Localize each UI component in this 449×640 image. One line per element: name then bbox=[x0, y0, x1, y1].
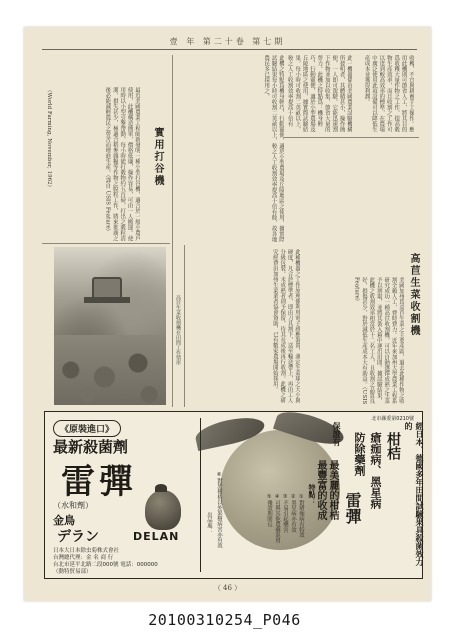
lettuce-field-image bbox=[54, 335, 166, 405]
ad-company-info bbox=[53, 548, 193, 576]
archive-file-label: 20100310254_P046 bbox=[148, 611, 301, 629]
ad-feature-item: ⑤殘效期間長 bbox=[266, 494, 272, 527]
header-rule bbox=[42, 49, 417, 50]
ad-company-line: （動特貿易部） bbox=[53, 569, 92, 575]
ad-logo-kana: デラン bbox=[57, 529, 99, 545]
ad-company-line: 台灣總代理：金 名 商 行 bbox=[53, 555, 114, 561]
ad-guarantee: 保證有 bbox=[332, 422, 341, 446]
article-top-right-body: 收穫，不宜與耕畜手工操作。應用此機則可節省人工，將其目的爲收穫大量作物之工作，提高穀物生產效率，而且收割之工作可以達到較高效率的標準，在農場中廣泛使用此項設備可以降低生產成本並獲得利潤。 bbox=[363, 55, 414, 132]
ad-feature-item: ④可與其他農藥混用 bbox=[274, 494, 280, 544]
article-top-left-title: 實用打谷機 bbox=[152, 127, 163, 187]
ad-right-best: 最美麗的柑桔 bbox=[327, 460, 338, 520]
running-header: 壹 年 第二十卷 第七期 bbox=[169, 37, 286, 46]
photo-caption: 高苣生菜收割機在田間工作情形 bbox=[175, 295, 181, 365]
ad-feature-item: ③不易引起藥害 bbox=[282, 494, 288, 533]
article-top-left-source: （World Farming, November, 1962） bbox=[46, 87, 52, 191]
ad-right-harvest: 最豐富的收成 bbox=[315, 460, 326, 520]
divider-vertical-left bbox=[172, 55, 173, 407]
ad-formulation: （水和劑） bbox=[53, 501, 93, 510]
article-lower-body-2: 此種機器之工作原理係利用電子感應裝置，測定生菜球之大小與硬度，凡合於標準者，即由刀具割下，送至輸送帶上，再由工人分級包裝。未成熟者則予保留，待其長成後再行收割。此機之研究經費由加州生菜業者協會資助，已有數家農場開始採用。 bbox=[271, 249, 300, 403]
page-number: （ 46 ） bbox=[213, 584, 242, 592]
ad-divider bbox=[200, 418, 201, 572]
ad-headline: 最新殺菌劑 bbox=[53, 438, 129, 456]
article-top-left-body: 最近美國農業工程師新發明一種小型打谷機，適合於一般小農戶使用，此機構造簡單，價格低廉，操作容易，可由一人搬運。使用時以小型引擎帶動，每小時能打穀物約五百磅，打出之穀粒清潔，損失甚少，極適合稻麥雜糧等作物之脫粒工作，將來推廣之後必能減輕農民之勞苦而增進生產。（譯自 USIS Feature） bbox=[104, 87, 140, 241]
ad-right-crop: 柑桔 bbox=[385, 432, 401, 460]
ad-feature-item: ②黑星病亦有效 bbox=[290, 494, 296, 533]
ad-import-tag: 《原裝進口》 bbox=[53, 420, 121, 437]
magazine-page bbox=[24, 27, 431, 601]
ad-feature-item: ①對瘡痂病有特效 bbox=[298, 494, 304, 538]
harvester-machine-image bbox=[92, 277, 122, 301]
article-lower-body: 美國加州爲高苣生菜之主要產區，過去此種作物之收割全賴人工，費時費力。近年來加州大學農業工程系研究成功一種高苣收割機，可以自動選擇成熟之生菜予以割取，並將其裝入箱中運出田間。據試驗結果，此機之收割效率相當於十二名工人，且收割之品質良好，損傷甚少，對於減低生產成本大有助益。（USIS Feature） bbox=[353, 277, 404, 405]
ad-logo-latin: DELAN bbox=[133, 530, 180, 543]
divider-top-right bbox=[284, 137, 419, 138]
ad-right-brand: 雷彈 bbox=[343, 492, 362, 524]
article-top-middle-continued: 此機之特點爲機身輕巧，行動靈便，適於小型農場及丘陵地區之使用，據實際試驗結果每小時可收割二英畝以上，較之人工收割效率提高十倍有餘，故各地農民多已採用之。 bbox=[263, 55, 284, 242]
ad-brand-name: 雷彈 bbox=[61, 462, 137, 502]
divider-vertical-lower bbox=[184, 245, 185, 407]
ad-extra-note: ⑥對於柑桔以外果樹病害亦有效 bbox=[216, 472, 222, 549]
article-top-middle-body: 此一機器係由美國農業試驗機構所發明者，其體積甚小，操作簡便，一人即可駕駛。它能迅速割下作物並加以收集，節省大量的勞力。此機之特點爲：機身輕巧，行動靈便，適於小型農場及丘陵地區之使用，據實際試驗結果，每小時可收割二英畝以上，較之人工收割效率提高十倍有 bbox=[286, 55, 352, 132]
ad-company-short: 金鳥 bbox=[53, 514, 75, 527]
harvester-photo bbox=[54, 247, 166, 405]
ad-company-line: 日本大日本除虫菊株式會社 bbox=[53, 548, 120, 554]
ad-right-disease: 瘡痂病、黑星病 bbox=[369, 432, 382, 509]
ad-company-line: 台北市延平北路二段000號 電話：000000 bbox=[53, 562, 158, 568]
ad-distributor: 出品處： bbox=[206, 512, 212, 534]
ad-right-headline: 經日本、德國多年田間試驗果具殺菌效力的 bbox=[404, 422, 424, 566]
ad-license-note: 北市縣委第0210號 bbox=[371, 416, 414, 422]
ad-right-prevent: 防除藥劑 bbox=[353, 432, 366, 476]
article-lower-title: 高苣生菜收割機 bbox=[408, 253, 419, 337]
divider-under-top-left bbox=[42, 243, 170, 244]
rooster-logo-icon bbox=[145, 490, 181, 530]
pesticide-advertisement bbox=[44, 411, 423, 579]
ad-features-title: 特點： bbox=[308, 484, 316, 505]
